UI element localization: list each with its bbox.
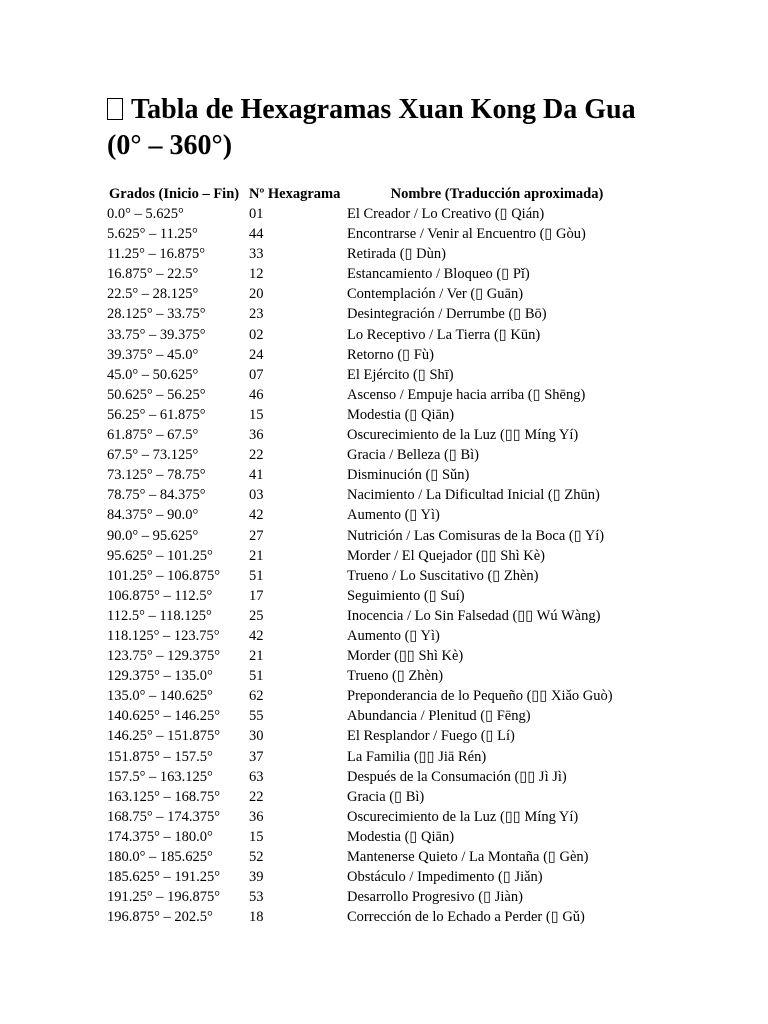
cell-grados: 61.875° – 67.5° xyxy=(107,427,199,444)
cell-grados: 163.125° – 168.75° xyxy=(107,788,221,805)
cell-numero: 25 xyxy=(249,607,264,624)
table-row xyxy=(107,385,647,405)
cell-grados: 196.875° – 202.5° xyxy=(107,909,213,926)
table-row xyxy=(107,586,647,606)
cell-nombre: El Creador / Lo Creativo (▯ Qián) xyxy=(347,206,545,222)
table-row xyxy=(107,405,647,425)
cell-grados: 118.125° – 123.75° xyxy=(107,627,220,644)
cell-grados: 174.375° – 180.0° xyxy=(107,828,213,845)
table-row xyxy=(107,204,647,224)
cell-nombre: Modestia (▯ Qiān) xyxy=(347,406,455,423)
cell-nombre: Nutrición / Las Comisuras de la Boca (▯ Yí) xyxy=(347,527,605,544)
table-row xyxy=(107,807,647,827)
table-row xyxy=(107,887,647,907)
cell-grados: 151.875° – 157.5° xyxy=(107,748,213,765)
header-numero: Nº Hexagrama xyxy=(249,186,341,202)
cell-grados: 5.625° – 11.25° xyxy=(107,226,198,243)
table-row xyxy=(107,867,647,887)
cell-nombre: El Ejército (▯ Shī) xyxy=(347,366,454,383)
cell-grados: 157.5° – 163.125° xyxy=(107,768,213,785)
cell-numero: 12 xyxy=(249,266,264,283)
cell-numero: 37 xyxy=(249,748,264,765)
cell-grados: 140.625° – 146.25° xyxy=(107,708,221,725)
header-grados: Grados (Inicio – Fin) xyxy=(109,186,240,202)
table-row xyxy=(107,224,647,244)
cell-grados: 168.75° – 174.375° xyxy=(107,808,221,825)
cell-numero: 33 xyxy=(249,246,264,263)
cell-numero: 55 xyxy=(249,708,264,725)
cell-nombre: Disminución (▯ Sǔn) xyxy=(347,467,470,484)
table-row xyxy=(107,646,647,666)
cell-nombre: Mantenerse Quieto / La Montaña (▯ Gèn) xyxy=(347,849,589,865)
cell-grados: 50.625° – 56.25° xyxy=(107,386,206,403)
table-row xyxy=(107,546,647,566)
table-row xyxy=(107,465,647,485)
cell-numero: 15 xyxy=(249,828,264,845)
cell-grados: 123.75° – 129.375° xyxy=(107,648,221,665)
cell-numero: 46 xyxy=(249,386,264,403)
cell-numero: 27 xyxy=(249,527,264,544)
cell-grados: 11.25° – 16.875° xyxy=(107,246,206,263)
cell-nombre: Estancamiento / Bloqueo (▯ Pǐ) xyxy=(347,266,530,283)
cell-nombre: Retirada (▯ Dùn) xyxy=(347,246,446,263)
table-row xyxy=(107,244,647,264)
table-row xyxy=(107,626,647,646)
cell-nombre: Aumento (▯ Yì) xyxy=(347,507,440,524)
table-row xyxy=(107,365,647,385)
table-row xyxy=(107,747,647,767)
cell-nombre: Encontrarse / Venir al Encuentro (▯ Gòu) xyxy=(347,226,586,243)
cell-nombre: Obstáculo / Impedimento (▯ Jiǎn) xyxy=(347,869,543,886)
cell-nombre: Oscurecimiento de la Luz (▯▯ Míng Yí) xyxy=(347,427,579,444)
table-row xyxy=(107,345,647,365)
cell-numero: 21 xyxy=(249,648,264,665)
cell-grados: 45.0° – 50.625° xyxy=(107,366,199,383)
cell-numero: 22 xyxy=(249,447,264,464)
cell-nombre: Oscurecimiento de la Luz (▯▯ Míng Yí) xyxy=(347,808,579,825)
missing-glyph-icon xyxy=(107,98,123,120)
table-row xyxy=(107,666,647,686)
table-row xyxy=(107,847,647,867)
table-row xyxy=(107,726,647,746)
cell-nombre: Después de la Consumación (▯▯ Jì Jì) xyxy=(347,768,567,785)
header-nombre: Nombre (Traducción aproximada) xyxy=(390,186,604,202)
cell-nombre: Trueno / Lo Suscitativo (▯ Zhèn) xyxy=(347,567,539,584)
document-page xyxy=(107,92,667,927)
cell-nombre: Modestia (▯ Qiān) xyxy=(347,828,455,845)
table-row xyxy=(107,304,647,324)
cell-numero: 23 xyxy=(249,306,264,323)
cell-nombre: Nacimiento / La Dificultad Inicial (▯ Zhūn) xyxy=(347,487,600,504)
table-row xyxy=(107,787,647,807)
table-row xyxy=(107,706,647,726)
cell-numero: 17 xyxy=(249,587,264,604)
table-row xyxy=(107,606,647,626)
cell-nombre: Gracia / Belleza (▯ Bì) xyxy=(347,447,479,464)
cell-numero: 36 xyxy=(249,808,264,825)
cell-numero: 51 xyxy=(249,668,264,685)
cell-numero: 44 xyxy=(249,226,264,243)
table-row xyxy=(107,686,647,706)
cell-grados: 28.125° – 33.75° xyxy=(107,306,206,323)
cell-numero: 20 xyxy=(249,286,264,303)
page-title-text: Tabla de Hexagramas Xuan Kong Da Gua (0° – 360°) xyxy=(107,94,636,161)
cell-grados: 185.625° – 191.25° xyxy=(107,869,221,886)
cell-numero: 22 xyxy=(249,788,264,805)
table-row xyxy=(107,445,647,465)
cell-grados: 135.0° – 140.625° xyxy=(107,688,213,705)
cell-grados: 73.125° – 78.75° xyxy=(107,467,206,484)
cell-nombre: Preponderancia de lo Pequeño (▯▯ Xiǎo Guò) xyxy=(347,688,613,705)
hexagram-table xyxy=(107,184,647,927)
cell-grados: 84.375° – 90.0° xyxy=(107,507,199,524)
cell-grados: 22.5° – 28.125° xyxy=(107,286,199,303)
table-row xyxy=(107,505,647,525)
cell-nombre: Trueno (▯ Zhèn) xyxy=(347,668,444,685)
cell-grados: 0.0° – 5.625° xyxy=(107,206,184,222)
table-row xyxy=(107,485,647,505)
table-row xyxy=(107,907,647,927)
cell-numero: 51 xyxy=(249,567,264,584)
cell-nombre: Ascenso / Empuje hacia arriba (▯ Shēng) xyxy=(347,386,586,403)
page-title xyxy=(107,92,667,164)
cell-grados: 78.75° – 84.375° xyxy=(107,487,206,504)
cell-grados: 146.25° – 151.875° xyxy=(107,728,221,745)
cell-nombre: Aumento (▯ Yì) xyxy=(347,627,440,644)
cell-numero: 03 xyxy=(249,487,264,504)
cell-numero: 07 xyxy=(249,366,264,383)
cell-numero: 15 xyxy=(249,406,264,423)
cell-numero: 30 xyxy=(249,728,264,745)
cell-nombre: Desarrollo Progresivo (▯ Jiàn) xyxy=(347,889,523,906)
cell-grados: 33.75° – 39.375° xyxy=(107,326,206,343)
cell-numero: 62 xyxy=(249,688,264,705)
table-row xyxy=(107,425,647,445)
table-row xyxy=(107,284,647,304)
cell-numero: 53 xyxy=(249,889,264,906)
cell-numero: 02 xyxy=(249,326,264,343)
cell-grados: 67.5° – 73.125° xyxy=(107,447,199,464)
cell-numero: 41 xyxy=(249,467,264,484)
cell-nombre: El Resplandor / Fuego (▯ Lí) xyxy=(347,728,515,745)
cell-nombre: Corrección de lo Echado a Perder (▯ Gǔ) xyxy=(347,909,585,926)
table-body xyxy=(107,204,647,927)
cell-grados: 56.25° – 61.875° xyxy=(107,406,206,423)
table-row xyxy=(107,767,647,787)
cell-numero: 42 xyxy=(249,507,264,524)
cell-numero: 42 xyxy=(249,627,264,644)
cell-grados: 112.5° – 118.125° xyxy=(107,607,212,624)
cell-numero: 52 xyxy=(249,849,264,865)
cell-numero: 21 xyxy=(249,547,264,564)
cell-nombre: Morder / El Quejador (▯▯ Shì Kè) xyxy=(347,547,545,564)
table-row xyxy=(107,827,647,847)
cell-numero: 63 xyxy=(249,768,264,785)
cell-nombre: Retorno (▯ Fù) xyxy=(347,346,434,363)
cell-grados: 101.25° – 106.875° xyxy=(107,567,221,584)
cell-nombre: Gracia (▯ Bì) xyxy=(347,788,425,805)
cell-grados: 129.375° – 135.0° xyxy=(107,668,213,685)
table-row xyxy=(107,325,647,345)
cell-grados: 180.0° – 185.625° xyxy=(107,849,213,865)
cell-grados: 16.875° – 22.5° xyxy=(107,266,199,283)
table-row xyxy=(107,566,647,586)
cell-grados: 95.625° – 101.25° xyxy=(107,547,213,564)
cell-nombre: Lo Receptivo / La Tierra (▯ Kūn) xyxy=(347,326,541,343)
table-row xyxy=(107,526,647,546)
cell-nombre: Inocencia / Lo Sin Falsedad (▯▯ Wú Wàng) xyxy=(347,607,601,624)
cell-nombre: Morder (▯▯ Shì Kè) xyxy=(347,648,464,665)
cell-grados: 191.25° – 196.875° xyxy=(107,889,221,906)
cell-grados: 39.375° – 45.0° xyxy=(107,346,199,363)
cell-nombre: Abundancia / Plenitud (▯ Fēng) xyxy=(347,708,531,725)
cell-nombre: Desintegración / Derrumbe (▯ Bō) xyxy=(347,306,547,323)
cell-numero: 39 xyxy=(249,869,264,886)
table-row xyxy=(107,264,647,284)
cell-nombre: La Familia (▯▯ Jiā Rén) xyxy=(347,748,487,765)
cell-grados: 90.0° – 95.625° xyxy=(107,527,199,544)
cell-grados: 106.875° – 112.5° xyxy=(107,587,213,604)
cell-nombre: Contemplación / Ver (▯ Guān) xyxy=(347,286,524,303)
cell-nombre: Seguimiento (▯ Suí) xyxy=(347,587,465,604)
cell-numero: 01 xyxy=(249,206,264,222)
cell-numero: 18 xyxy=(249,909,264,926)
table-header-row xyxy=(107,184,647,204)
cell-numero: 24 xyxy=(249,346,264,363)
cell-numero: 36 xyxy=(249,427,264,444)
